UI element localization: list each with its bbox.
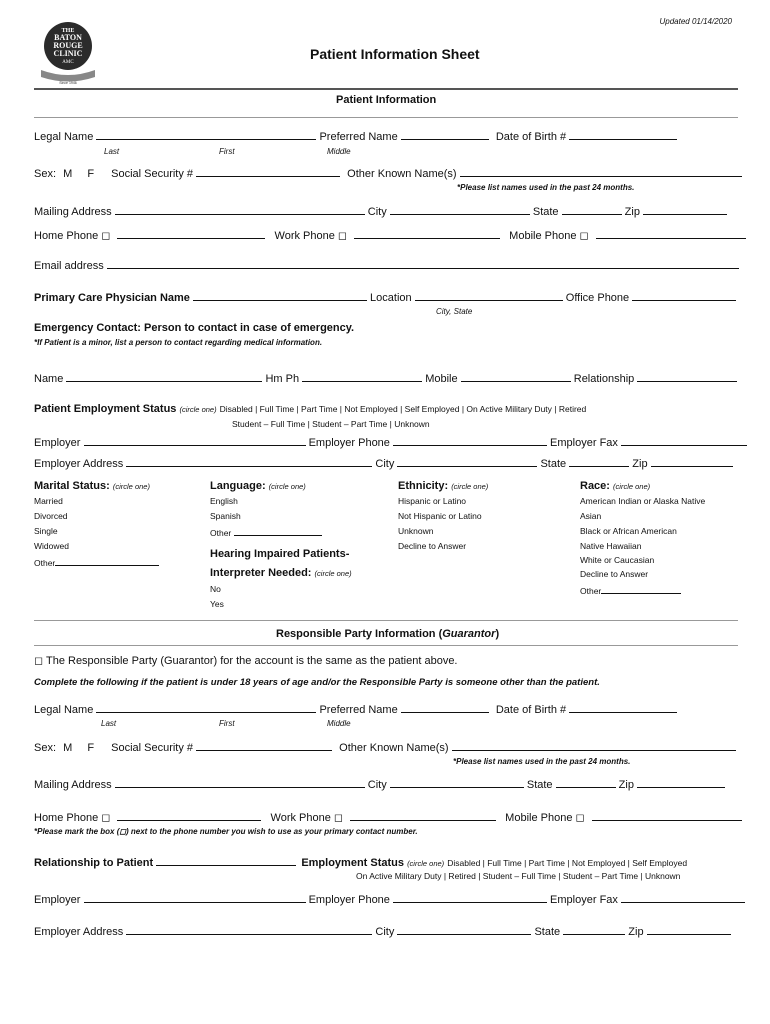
ethnicity-circle: (circle one) <box>451 482 489 491</box>
g-city-field[interactable] <box>390 777 524 788</box>
race-heading <box>580 480 650 492</box>
employer-phone-label: Employer Phone <box>308 437 390 449</box>
email-label: Email address <box>34 260 104 272</box>
marital-label: Marital Status: <box>34 480 110 492</box>
divider <box>34 620 738 621</box>
g-legal-name-row <box>34 702 677 716</box>
page-title: Patient Information Sheet <box>310 46 480 62</box>
marital-option[interactable]: Married <box>34 496 63 506</box>
employer-label: Employer <box>34 437 81 449</box>
employer-state-label: State <box>540 458 567 470</box>
g-other-names-field[interactable] <box>452 740 736 751</box>
g-last-caption: Last <box>101 719 117 728</box>
employer-address-row <box>34 456 733 470</box>
same-as-patient-checkbox[interactable]: ◻ The Responsible Party (Guarantor) for the account is the same as the patient above. <box>34 655 458 667</box>
race-option[interactable]: Decline to Answer <box>580 569 649 579</box>
language-other-field[interactable] <box>234 525 322 536</box>
g-mailing-field[interactable] <box>115 777 365 788</box>
work-phone-field[interactable] <box>354 228 500 239</box>
dob-field[interactable] <box>569 129 677 140</box>
g-employer-city-field[interactable] <box>397 924 531 935</box>
emergency-note: *If Patient is a minor, list a person to contact regarding medical information. <box>34 338 323 347</box>
g-employer-fax-field[interactable] <box>621 892 745 903</box>
ec-hmph-label: Hm Ph <box>265 373 300 385</box>
g-sex-f[interactable]: F <box>87 742 95 754</box>
g-state-label: State <box>526 779 553 791</box>
g-state-field[interactable] <box>556 777 616 788</box>
g-employer-row <box>34 892 745 906</box>
updated-date: Updated 01/14/2020 <box>659 17 732 26</box>
g-mobile-phone-field[interactable] <box>592 810 742 821</box>
guarantor-heading <box>276 628 499 640</box>
mailing-row <box>34 204 727 218</box>
g-zip-label: Zip <box>618 779 634 791</box>
email-row <box>34 258 739 272</box>
home-phone-field[interactable] <box>117 228 265 239</box>
language-other-row <box>210 525 322 538</box>
g-employer-fax-label: Employer Fax <box>550 894 618 906</box>
state-label: State <box>532 206 559 218</box>
marital-option[interactable]: Widowed <box>34 541 69 551</box>
employer-zip-label: Zip <box>632 458 648 470</box>
race-option[interactable]: American Indian or Alaska Native <box>580 496 706 506</box>
mailing-label: Mailing Address <box>34 206 112 218</box>
g-emp-options-line2[interactable]: On Active Military Duty | Retired | Student – Full Time | Student – Part Time | Unknown <box>356 871 681 881</box>
employment-status-row <box>34 403 586 415</box>
employer-zip-field[interactable] <box>651 456 733 467</box>
last-caption: Last <box>104 147 120 156</box>
divider <box>34 117 738 118</box>
language-circle: (circle one) <box>268 482 306 491</box>
race-option[interactable]: Native Hawaiian <box>580 541 642 551</box>
language-label: Language: <box>210 480 266 492</box>
g-employer-label: Employer <box>34 894 81 906</box>
g-names-note: *Please list names used in the past 24 months. <box>453 757 631 766</box>
g-legal-name-field[interactable] <box>96 702 316 713</box>
g-legal-name-label: Legal Name <box>34 704 94 716</box>
g-work-phone-label[interactable]: Work Phone ◻ <box>270 812 344 824</box>
race-circle: (circle one) <box>613 482 651 491</box>
marital-heading <box>34 480 150 492</box>
pcp-row <box>34 290 736 304</box>
office-phone-field[interactable] <box>632 290 736 301</box>
race-option[interactable]: Black or African American <box>580 526 677 536</box>
race-other-field[interactable] <box>601 583 681 594</box>
ec-hmph-field[interactable] <box>302 371 422 382</box>
g-home-phone-label[interactable]: Home Phone ◻ <box>34 812 111 824</box>
g-phone-note: *Please mark the box (◻) next to the phone number you wish to use as your primary contact number. <box>34 827 418 836</box>
employer-fax-label: Employer Fax <box>550 437 618 449</box>
g-relationship-label: Relationship to Patient <box>34 857 154 869</box>
sex-f[interactable]: F <box>87 168 95 180</box>
svg-text:CLINIC: CLINIC <box>53 49 83 58</box>
ec-relationship-label: Relationship <box>573 373 635 385</box>
guarantor-instructions: Complete the following if the patient is under 18 years of age and/or the Responsible Party is someone other than the patient. <box>34 677 600 688</box>
g-home-phone-field[interactable] <box>117 810 261 821</box>
ethnicity-option[interactable]: Hispanic or Latino <box>398 496 467 506</box>
sex-m[interactable]: M <box>63 168 73 180</box>
language-option[interactable]: Other <box>210 528 232 538</box>
language-option[interactable]: English <box>210 496 238 506</box>
g-city-label: City <box>367 779 387 791</box>
g-employer-phone-field[interactable] <box>393 892 547 903</box>
phone-row <box>34 228 746 242</box>
ethnicity-label: Ethnicity: <box>398 480 449 492</box>
race-option[interactable]: Other <box>580 586 602 596</box>
g-preferred-name-field[interactable] <box>401 702 489 713</box>
guarantor-heading-italic: Guarantor <box>442 628 496 640</box>
marital-other-field[interactable] <box>55 555 159 566</box>
emp-status-label: Patient Employment Status <box>34 403 177 415</box>
section-heading-patient: Patient Information <box>336 94 437 106</box>
dob-label: Date of Birth # <box>495 131 567 143</box>
employer-state-field[interactable] <box>569 456 629 467</box>
legal-name-label: Legal Name <box>34 131 94 143</box>
g-sex-m[interactable]: M <box>63 742 73 754</box>
g-mobile-phone-label[interactable]: Mobile Phone ◻ <box>505 812 585 824</box>
ssn-label: Social Security # <box>111 168 194 180</box>
home-phone-label[interactable]: Home Phone ◻ <box>34 230 111 242</box>
g-employer-state-field[interactable] <box>563 924 625 935</box>
location-label: Location <box>370 292 412 304</box>
g-middle-caption: Middle <box>327 719 351 728</box>
sex-row <box>34 166 742 180</box>
language-heading <box>210 480 306 492</box>
marital-other-row <box>34 555 159 568</box>
race-option[interactable]: White or Caucasian <box>580 555 655 565</box>
g-employer-zip-field[interactable] <box>647 924 731 935</box>
marital-option[interactable]: Divorced <box>34 511 68 521</box>
emp-circle-note: (circle one) <box>179 405 217 414</box>
mobile-phone-label[interactable]: Mobile Phone ◻ <box>509 230 589 242</box>
g-first-caption: First <box>219 719 235 728</box>
state-field[interactable] <box>562 204 622 215</box>
preferred-name-field[interactable] <box>401 129 489 140</box>
mobile-phone-field[interactable] <box>596 228 746 239</box>
email-field[interactable] <box>107 258 739 269</box>
clinic-logo <box>37 20 99 86</box>
other-names-label: Other Known Name(s) <box>347 168 457 180</box>
svg-text:BATON: BATON <box>54 33 82 42</box>
city-label: City <box>367 206 387 218</box>
zip-label: Zip <box>624 206 640 218</box>
g-emp-circle: (circle one) <box>407 859 445 868</box>
ec-name-label: Name <box>34 373 64 385</box>
employer-field[interactable] <box>84 435 306 446</box>
office-phone-label: Office Phone <box>565 292 630 304</box>
g-ssn-label: Social Security # <box>111 742 194 754</box>
g-employer-zip-label: Zip <box>628 926 644 938</box>
ssn-field[interactable] <box>196 166 340 177</box>
marital-circle: (circle one) <box>112 482 150 491</box>
g-preferred-name-label: Preferred Name <box>319 704 398 716</box>
emp-options-line1[interactable]: Disabled | Full Time | Part Time | Not Employed | Self Employed | On Active Military Duty | Retired <box>219 404 587 414</box>
employer-address-label: Employer Address <box>34 458 124 470</box>
legal-name-field[interactable] <box>96 129 316 140</box>
divider <box>34 88 738 90</box>
g-emp-options-line1[interactable]: Disabled | Full Time | Part Time | Not Employed | Self Employed <box>447 858 688 868</box>
hearing-option[interactable]: Yes <box>210 599 224 609</box>
names-note: *Please list names used in the past 24 months. <box>457 183 635 192</box>
g-mailing-label: Mailing Address <box>34 779 112 791</box>
g-dob-label: Date of Birth # <box>495 704 567 716</box>
pcp-label: Primary Care Physician Name <box>34 292 190 304</box>
g-employer-state-label: State <box>534 926 561 938</box>
employer-row <box>34 435 747 449</box>
legal-name-row <box>34 129 677 143</box>
marital-option[interactable]: Other <box>34 558 56 568</box>
emergency-heading: Emergency Contact: Person to contact in case of emergency. <box>34 322 355 334</box>
svg-text:AMC: AMC <box>62 60 74 65</box>
sex-label: Sex: <box>34 168 57 180</box>
employer-phone-field[interactable] <box>393 435 547 446</box>
ethnicity-heading <box>398 480 488 492</box>
other-names-field[interactable] <box>460 166 742 177</box>
mailing-field[interactable] <box>115 204 365 215</box>
g-employer-address-label: Employer Address <box>34 926 124 938</box>
svg-text:ROUGE: ROUGE <box>53 41 83 50</box>
ethnicity-option[interactable]: Unknown <box>398 526 434 536</box>
g-employer-city-label: City <box>375 926 395 938</box>
g-phone-row <box>34 810 742 824</box>
language-option[interactable]: Spanish <box>210 511 241 521</box>
zip-field[interactable] <box>643 204 727 215</box>
g-work-phone-field[interactable] <box>350 810 496 821</box>
g-ssn-field[interactable] <box>196 740 332 751</box>
work-phone-label[interactable]: Work Phone ◻ <box>274 230 348 242</box>
interpreter-label: Interpreter Needed: <box>210 567 312 579</box>
g-sex-label: Sex: <box>34 742 57 754</box>
ec-name-field[interactable] <box>66 371 262 382</box>
svg-text:Since 1946: Since 1946 <box>59 81 77 85</box>
first-caption: First <box>219 147 235 156</box>
race-option[interactable]: Asian <box>580 511 602 521</box>
interpreter-circle: (circle one) <box>314 569 352 578</box>
ec-mobile-field[interactable] <box>461 371 571 382</box>
g-relationship-row <box>34 855 687 869</box>
guarantor-heading-text: Responsible Party Information ( <box>276 628 443 640</box>
city-field[interactable] <box>390 204 530 215</box>
marital-option[interactable]: Single <box>34 526 58 536</box>
middle-caption: Middle <box>327 147 351 156</box>
ec-mobile-label: Mobile <box>425 373 458 385</box>
g-employer-address-row <box>34 924 731 938</box>
svg-text:THE: THE <box>61 28 75 34</box>
preferred-name-label: Preferred Name <box>319 131 398 143</box>
g-relationship-field[interactable] <box>156 855 296 866</box>
g-mailing-row <box>34 777 725 791</box>
pcp-field[interactable] <box>193 290 367 301</box>
g-sex-row <box>34 740 736 754</box>
emergency-row <box>34 371 737 385</box>
employer-fax-field[interactable] <box>621 435 747 446</box>
g-employer-field[interactable] <box>84 892 306 903</box>
city-state-caption: City, State <box>436 307 473 316</box>
g-emp-status-label: Employment Status <box>301 857 404 869</box>
g-employer-address-field[interactable] <box>126 924 372 935</box>
ethnicity-option[interactable]: Not Hispanic or Latino <box>398 511 482 521</box>
emp-options-line2[interactable]: Student – Full Time | Student – Part Time | Unknown <box>232 419 430 429</box>
race-label: Race: <box>580 480 610 492</box>
g-zip-field[interactable] <box>637 777 725 788</box>
employer-city-label: City <box>375 458 395 470</box>
hearing-option[interactable]: No <box>210 584 221 594</box>
interpreter-heading <box>210 567 352 579</box>
location-field[interactable] <box>415 290 563 301</box>
hearing-label: Hearing Impaired Patients- <box>210 548 350 560</box>
ec-relationship-field[interactable] <box>637 371 737 382</box>
g-employer-phone-label: Employer Phone <box>308 894 390 906</box>
g-other-names-label: Other Known Name(s) <box>339 742 449 754</box>
g-dob-field[interactable] <box>569 702 677 713</box>
divider <box>34 645 738 646</box>
employer-address-field[interactable] <box>126 456 372 467</box>
ethnicity-option[interactable]: Decline to Answer <box>398 541 467 551</box>
race-other-row <box>580 583 681 596</box>
employer-city-field[interactable] <box>397 456 537 467</box>
guarantor-heading-end: ) <box>495 628 500 640</box>
